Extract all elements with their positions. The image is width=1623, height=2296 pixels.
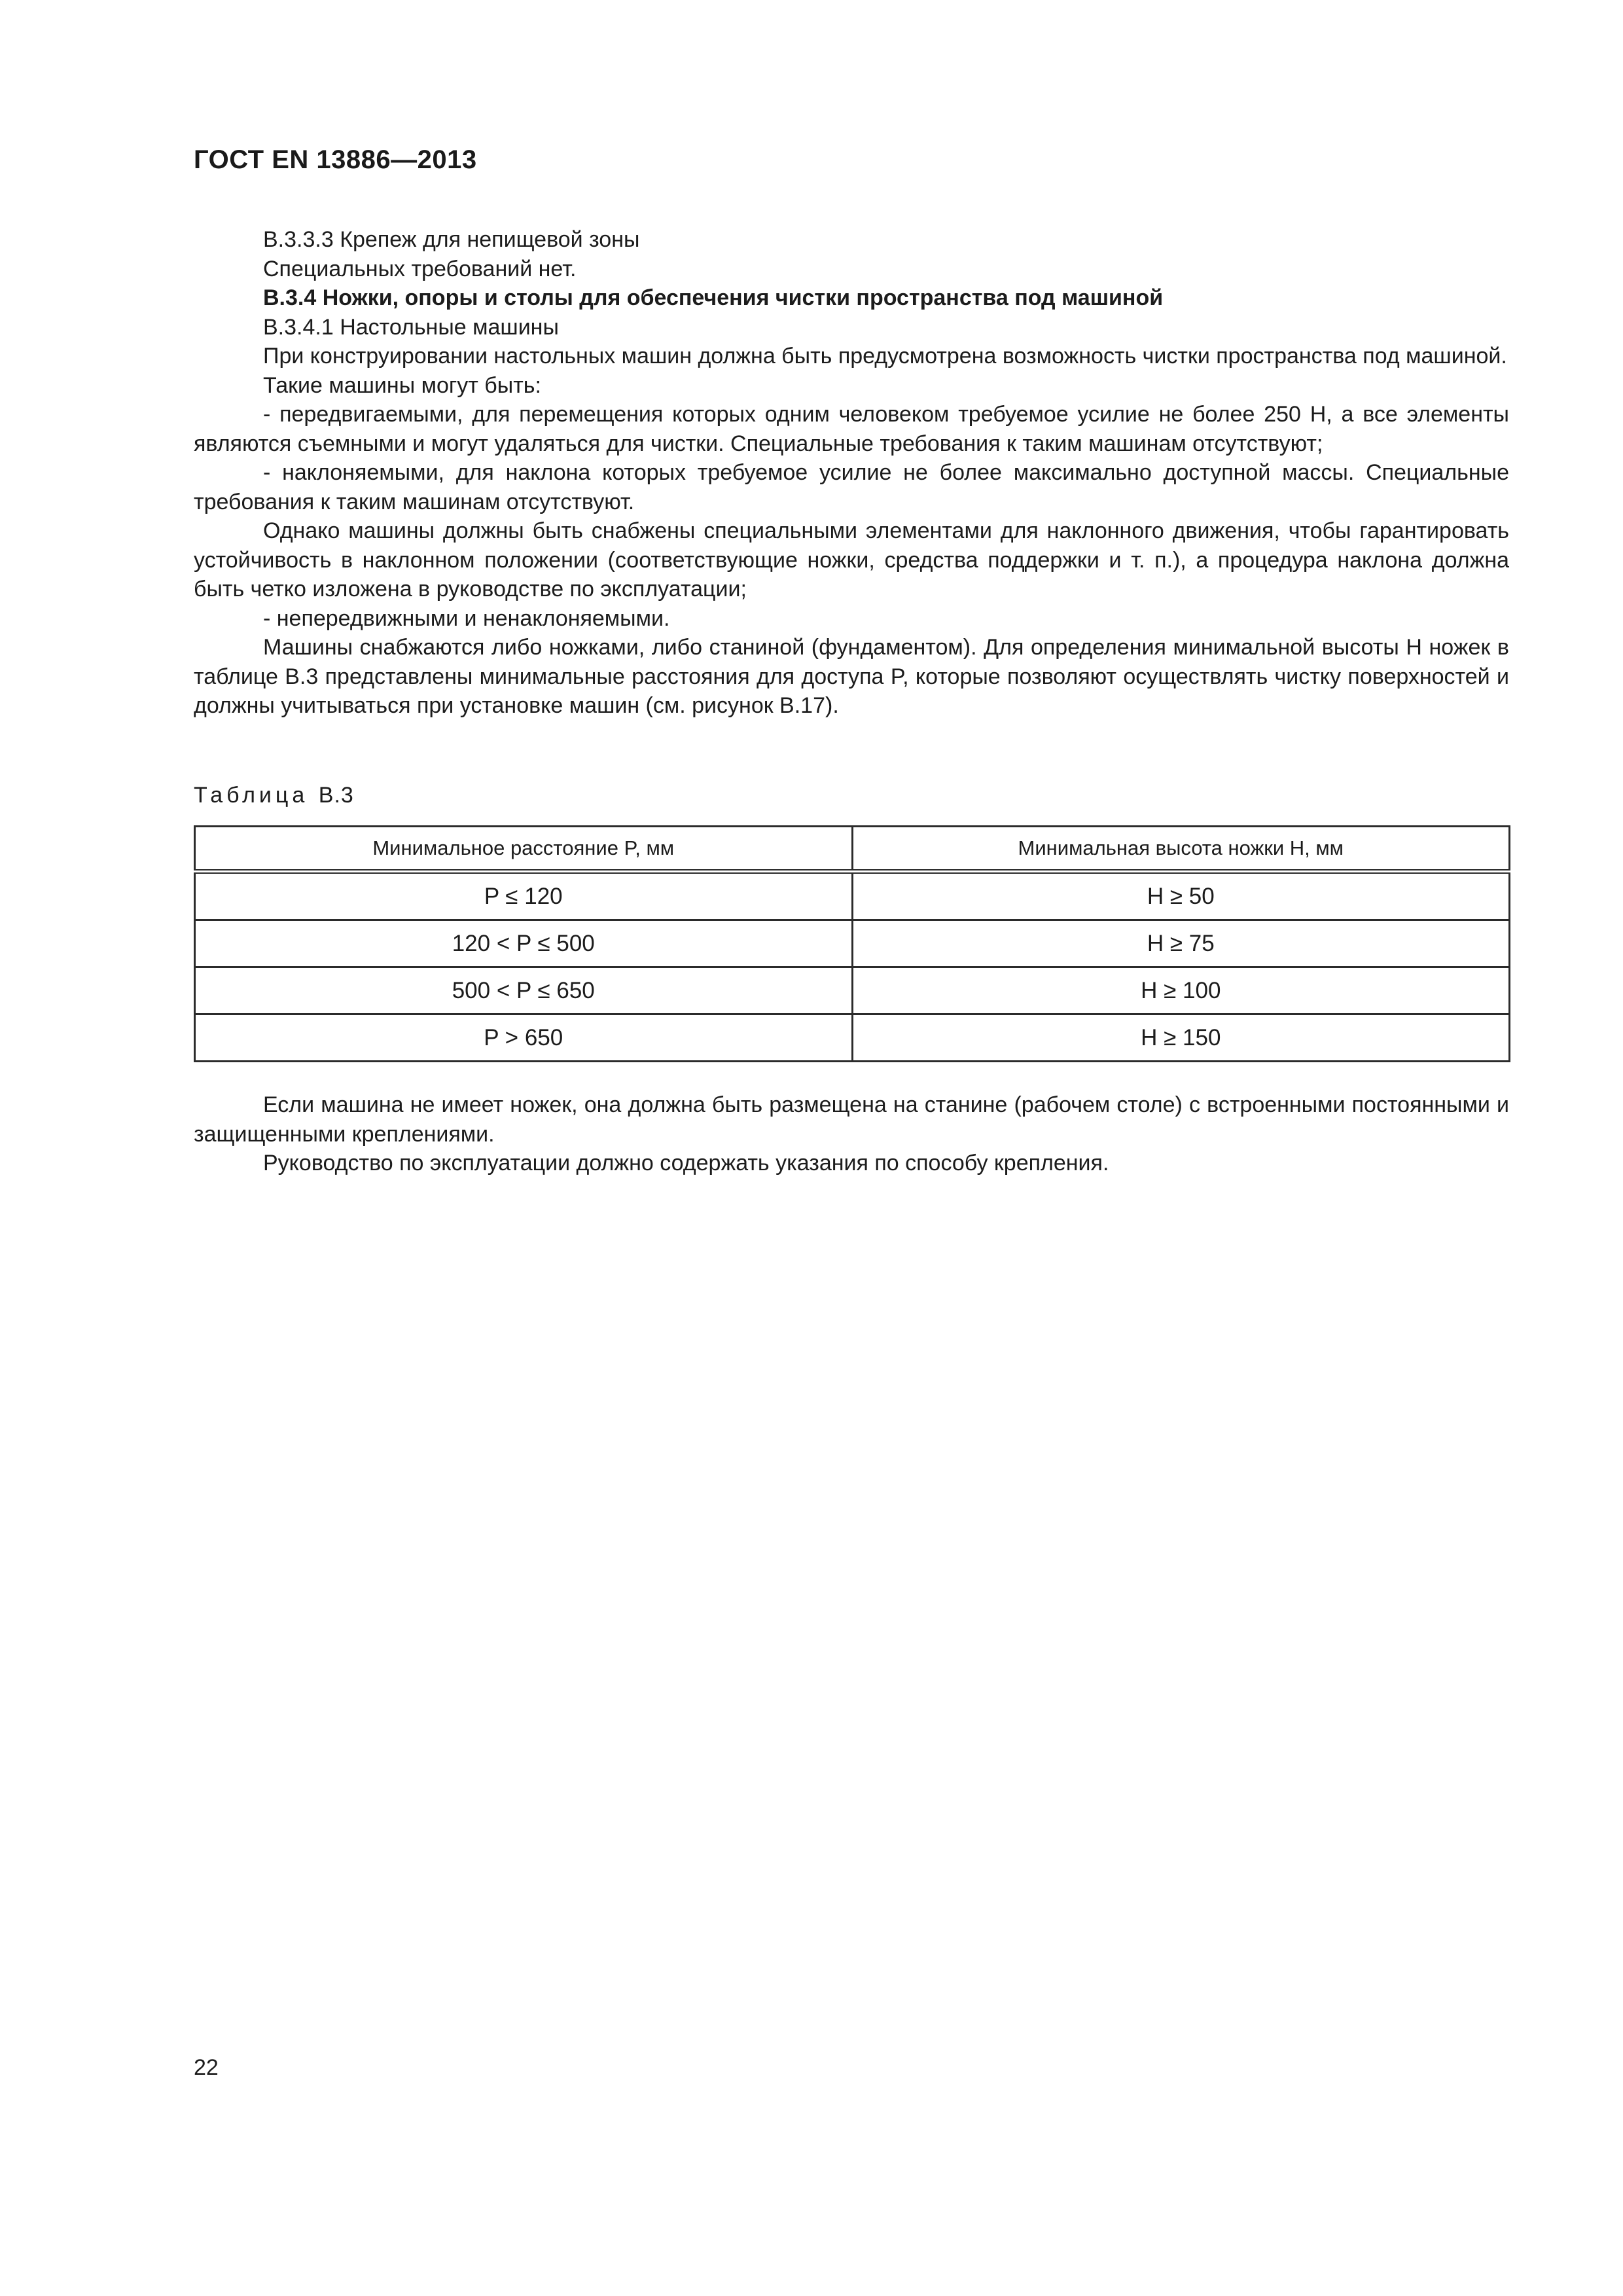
table-row [195,967,1510,1014]
table-cell: P ≤ 120 [195,872,853,920]
document-header: ГОСТ EN 13886—2013 [194,145,477,174]
table-cell: 500 < P ≤ 650 [195,967,853,1014]
paragraph: При конструировании настольных машин должна быть предусмотрена возможность чистки пространства под машиной. [263,344,1507,368]
table-cell: H ≥ 150 [852,1014,1510,1062]
table-row [195,920,1510,967]
table-header-cell: Минимальная высота ножки H, мм [852,827,1510,872]
list-item: - непередвижными и ненаклоняемыми. [263,605,670,631]
paragraph: Машины снабжаются либо ножками, либо станиной (фундаментом). Для определения минимальной высоты H ножек в таблице В.3 представлены минимальные расстояния для доступа P, которые позволяют осуществлять чистку поверхностей и должны учитываться при установке машин (см. рисунок В.17). [194,635,1509,718]
paragraph: Специальных требований нет. [263,256,577,281]
page-number: 22 [194,2055,219,2080]
body-text [194,225,1509,721]
list-item: - передвигаемыми, для перемещения которых одним человеком требуемое усилие не более 250 Н, а все элементы являются съемными и могут удаляться для чистки. Специальные требования к таким машинам отсутствуют; [194,402,1509,456]
table-cell: P > 650 [195,1014,853,1062]
table-caption-label: Таблица [194,783,309,808]
paragraph: Если машина не имеет ножек, она должна быть размещена на станине (рабочем столе) с встроенными постоянными и защищенными креплениями. [194,1092,1509,1147]
paragraph: Руководство по эксплуатации должно содержать указания по способу крепления. [263,1151,1109,1175]
table-cell: H ≥ 75 [852,920,1510,967]
table-row [195,1014,1510,1062]
table-row [195,872,1510,920]
list-item: - наклоняемыми, для наклона которых требуемое усилие не более максимально доступной массы. Специальные требования к таким машинам отсутствуют. [194,460,1509,514]
table-header-row [195,827,1510,872]
table-header-cell: Минимальное расстояние P, мм [195,827,853,872]
table-caption [194,783,354,808]
table-cell: 120 < P ≤ 500 [195,920,853,967]
table-cell: H ≥ 100 [852,967,1510,1014]
section-heading: В.3.4 Ножки, опоры и столы для обеспечения чистки пространства под машиной [263,285,1164,310]
paragraph: Такие машины могут быть: [263,372,541,398]
paragraph: Однако машины должны быть снабжены специальными элементами для наклонного движения, чтобы гарантировать устойчивость в наклонном положении (соответствующие ножки, средства поддержки и т. п.), а процедура наклона должна быть четко изложена в руководстве по эксплуатации; [194,518,1509,601]
paragraph: В.3.4.1 Настольные машины [263,314,559,340]
spec-table [194,825,1510,1062]
table-caption-number: В.3 [318,783,354,808]
after-table-text [194,1090,1509,1178]
table-cell: H ≥ 50 [852,872,1510,920]
paragraph: В.3.3.3 Крепеж для непищевой зоны [263,227,640,252]
